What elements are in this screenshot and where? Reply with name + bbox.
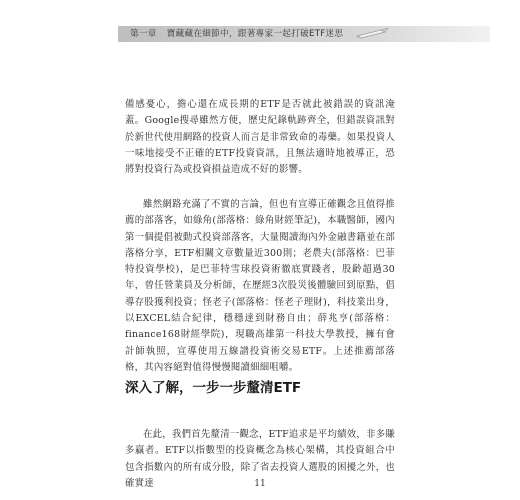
pencil-icon <box>355 27 389 39</box>
chapter-title: 寶藏藏在細節中，跟著專家一起打破ETF迷思 <box>166 29 344 39</box>
body-paragraph: 在此，我們首先釐清一觀念，ETF追求是平均績效，非多賺多贏者。ETF以指數型的投資概念為核心架構，其投資組合中包含指數內的所有成分股，除了省去投資人選股的困擾之外，也確實達 <box>125 429 395 489</box>
page-number: 11 <box>254 479 266 489</box>
chapter-label: 第一章 <box>130 29 157 39</box>
body-paragraph: 雖然網路充滿了不實的言論，但也有宣導正確觀念且值得推薦的部落客，如綠角(部落格：綠角財經筆記)，本職醫師，國內第一個提倡被動式投資部落客，大量閱讀海內外金融書籍並在部落格分享，ETF相關文章數量近300則；老農夫(部落格：巴菲特投資學校)，是巴菲特雪球投資術徹底實踐者，股齡超過30年，曾任營業員及分析師，在歷經3次股災後體驗回到原點，倡導存股獲利投資；怪老子(部落格：怪老子理財)，科技業出身，以EXCEL結合紀律，穩穩達到財務自由；薛兆亨(部落格：finance168財經學院)，現職高雄第一科技大學教授，擁有會計師執照，宣導使用五線譜投資術交易ETF。上述推薦部落格，其內容絕對值得慢慢閱讀細細咀嚼。 <box>125 199 395 373</box>
running-header <box>130 26 343 42</box>
body-paragraph: 備感憂心，擔心還在成長期的ETF是否就此被錯誤的資訊淹蓋。Google搜尋雖然方便，歷史紀錄軌跡齊全，但錯誤資訊對於新世代使用網路的投資人而言是非常致命的毒藥。如果投資人一味地接受不正確的ETF投資資訊，且無法適時地被導正，恐將對投資行為或投資損益造成不好的影響。 <box>125 99 395 176</box>
section-heading: 深入了解，一步一步釐清ETF <box>125 380 302 396</box>
